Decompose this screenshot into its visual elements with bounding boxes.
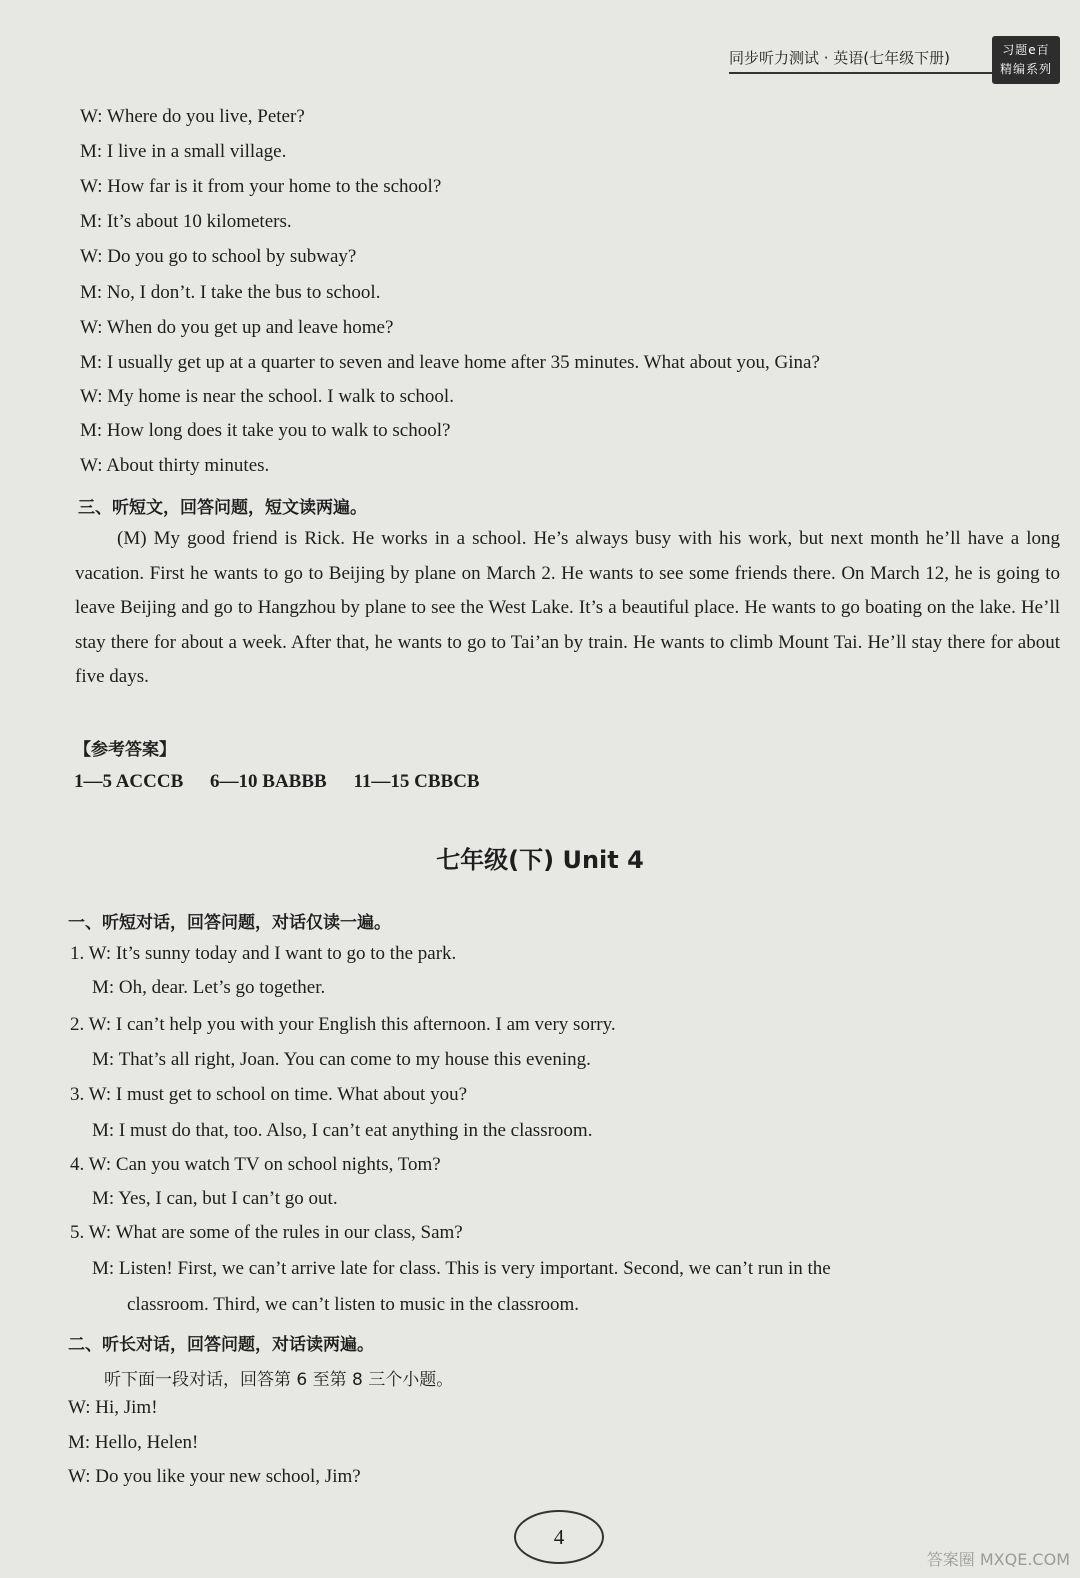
unit-title: 七年级(下) Unit 4 [436, 846, 644, 874]
dialog-line: M: Listen! First, we can’t arrive late for class. This is very important. Second, we can’t run in the [92, 1258, 831, 1279]
dialog-line: M: How long does it take you to walk to school? [80, 420, 451, 441]
dialog-line: 5. W: What are some of the rules in our class, Sam? [70, 1222, 463, 1243]
page-number: 4 [514, 1510, 604, 1564]
dialog-line: M: Yes, I can, but I can’t go out. [92, 1188, 338, 1209]
dialog-line: M: I usually get up at a quarter to seven and leave home after 35 minutes. What about you, Gina? [80, 352, 820, 373]
dialog-line: W: When do you get up and leave home? [80, 317, 394, 338]
dialog-line: W: Hi, Jim! [68, 1397, 158, 1418]
dialog-line: M: Hello, Helen! [68, 1432, 199, 1453]
dialog-line: M: I must do that, too. Also, I can’t eat anything in the classroom. [92, 1120, 593, 1141]
dialog-line: 3. W: I must get to school on time. What about you? [70, 1084, 468, 1105]
dialog-line: W: About thirty minutes. [80, 455, 270, 476]
site-watermark: 答案圈 MXQE.COM [926, 1550, 1070, 1569]
dialog-line: W: Where do you live, Peter? [80, 106, 305, 127]
dialog-line: M: Oh, dear. Let’s go together. [92, 977, 326, 998]
section-2-intro: 听下面一段对话，回答第 6 至第 8 三个小题。 [104, 1370, 454, 1390]
dialog-line: W: Do you like your new school, Jim? [68, 1466, 361, 1487]
dialog-line: M: No, I don’t. I take the bus to school. [80, 282, 381, 303]
page-header [729, 38, 1060, 84]
dialog-line: 2. W: I can’t help you with your English this afternoon. I am very sorry. [70, 1014, 616, 1035]
dialog-line: 1. W: It’s sunny today and I want to go to the park. [70, 943, 457, 964]
section-1-heading: 一、听短对话，回答问题，对话仅读一遍。 [68, 913, 391, 933]
answer-heading: 【参考答案】 [74, 740, 176, 760]
series-logo [992, 36, 1060, 84]
dialog-line: M: I live in a small village. [80, 141, 287, 162]
answer-group: 6—10 BABBB [210, 771, 327, 792]
logo-line-2: 精编系列 [999, 62, 1052, 76]
dialog-line: M: It’s about 10 kilometers. [80, 211, 292, 232]
dialog-line: W: My home is near the school. I walk to school. [80, 386, 454, 407]
dialog-line: M: That’s all right, Joan. You can come to my house this evening. [92, 1049, 591, 1070]
section-3-heading: 三、听短文，回答问题，短文读两遍。 [78, 498, 367, 518]
answer-group: 11—15 CBBCB [353, 771, 480, 792]
logo-line-1: 习题e百 [1002, 43, 1050, 57]
dialog-line: 4. W: Can you watch TV on school nights, Tom? [70, 1154, 441, 1175]
dialog-line: classroom. Third, we can’t listen to music in the classroom. [127, 1294, 580, 1315]
book-title: 同步听力测试 · 英语(七年级下册) [729, 47, 992, 74]
section-2-heading: 二、听长对话，回答问题，对话读两遍。 [68, 1335, 374, 1355]
answer-key [74, 771, 502, 793]
dialog-line: W: How far is it from your home to the school? [80, 176, 442, 197]
section-3-passage: (M) My good friend is Rick. He works in a school. He’s always busy with his work, but next month he’ll have a long vacation. First he wants to go to Beijing by plane on March 2. He wants to see some friends there. On March 12, he is going to leave Beijing and go to Hangzhou by plane to see the West Lake. It’s a beautiful place. He wants to go boating on the lake. He’ll stay there for about a week. After that, he wants to go to Tai’an by train. He wants to climb Mount Tai. He’ll stay there for about five days. [75, 528, 1060, 687]
dialog-line: W: Do you go to school by subway? [80, 246, 357, 267]
answer-group: 1—5 ACCCB [74, 771, 184, 792]
